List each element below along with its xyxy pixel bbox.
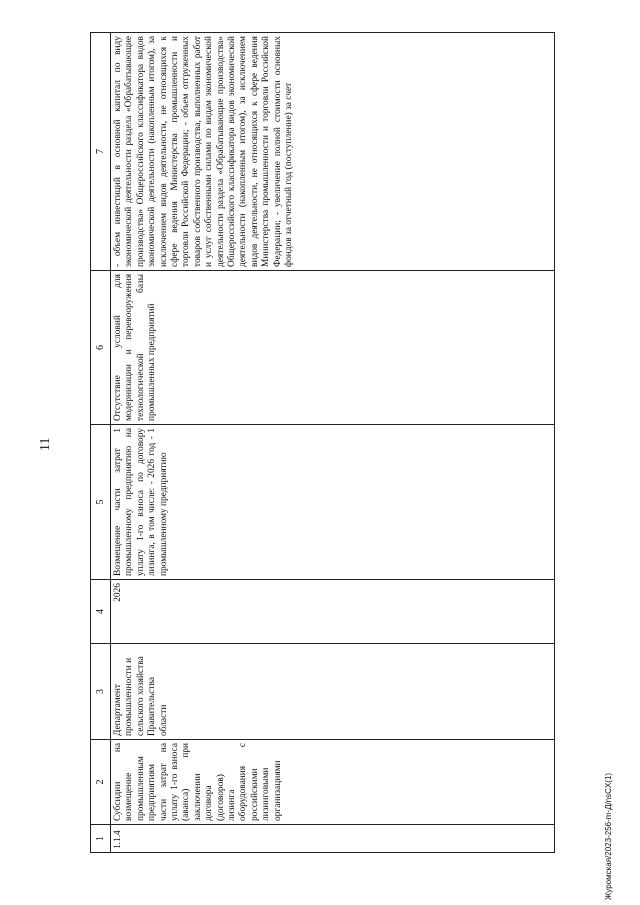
table-row xyxy=(111,33,555,853)
header-col-6: 6 xyxy=(91,271,111,425)
cell-expected-result: Возмещение части затрат 1 промышленному предприятию на уплату 1-го взноса по договору лизинга, в том числе: - 2026 год - 1 промышленному предприятию xyxy=(111,425,555,580)
header-col-1: 1 xyxy=(91,825,111,853)
header-col-2: 2 xyxy=(91,740,111,825)
cell-number: 1.1.4 xyxy=(111,825,555,853)
program-table xyxy=(90,32,555,853)
header-col-5: 5 xyxy=(91,425,111,580)
header-col-3: 3 xyxy=(91,644,111,740)
cell-executor: Департамент промышленности и сельского хозяйства Правительства области xyxy=(111,644,555,740)
page-number: 11 xyxy=(38,437,53,451)
cell-indicators: - объем инвестиций в основной капитал по виду экономической деятельности раздела «Обрабатывающие производства» Общероссийского классификатора видов экономической деятельности (накопленным итогом), за исключением видов деятельности, не относящихся к сфере ведения Министерства промышленности и торговли Российской Федерации; - объем отгруженных товаров собственного производства, выполненных работ и услуг собственными силами по видам экономической деятельности раздела «Обрабатывающие производства» Общероссийского классификатора видов экономической деятельности (накопленным итогом), за исключением видов деятельности, не относящихся к сфере ведения Министерства промышленности и торговли Российской Федерации; - увеличение полной стоимости основных фондов за отчетный год (поступление) за счет xyxy=(111,33,555,271)
document-footer: Журомская/2023-256-m-Д/nsCX(1) xyxy=(604,772,613,900)
cell-consequences: Отсутствие условий для модернизации и перевооружения технологической базы промышленных предприятий xyxy=(111,271,555,425)
header-col-7: 7 xyxy=(91,33,111,271)
header-col-4: 4 xyxy=(91,580,111,644)
header-row xyxy=(91,33,111,853)
cell-measure-name: Субсидии на возмещение промышленным предприятиям части затрат на уплату 1-го взноса (аванса) при заключении договора (договоров) лизинга оборудования с российскими лизинговыми организациями xyxy=(111,740,555,825)
cell-period: 2026 xyxy=(111,580,555,644)
rotated-table-container xyxy=(90,33,558,853)
